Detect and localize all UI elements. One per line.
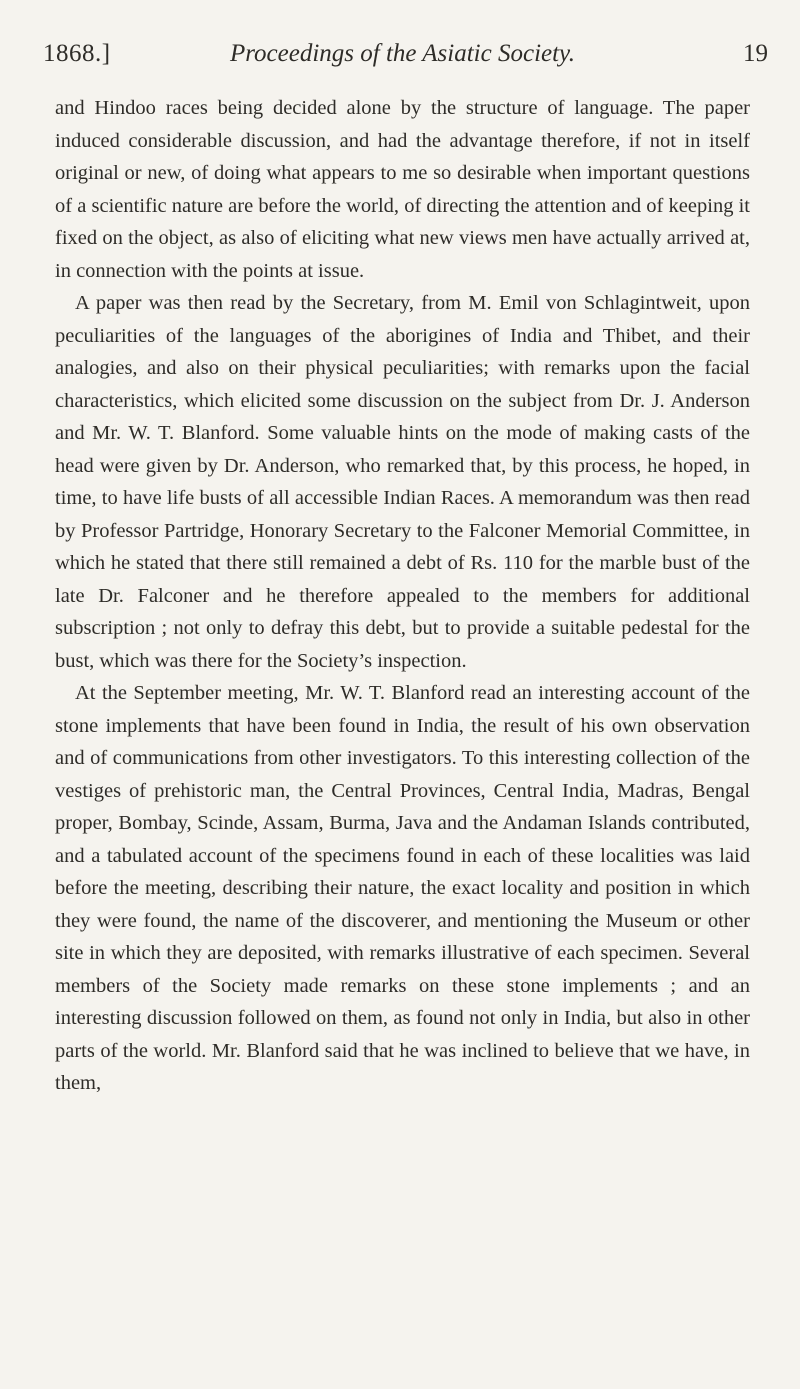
header-title: Proceedings of the Asiatic Society. [229, 40, 576, 67]
paragraph-2: A paper was then read by the Secretary, from M. Emil von Schlagintweit, upon peculiarities of the languages of the aborigines of India and Thibet, and their analogies, and also on their physical peculiarities; with remarks upon the facial characteristics, which elicited some discussion on the subject from Dr. J. Anderson and Mr. W. T. Blanford. Some valuable hints on the mode of making casts of the head were given by Dr. Anderson, who remarked that, by this process, he hoped, in time, to have life busts of all accessible Indian Races. A memorandum was then read by Professor Partridge, Honorary Secretary to the Falconer Memorial Committee, in which he stated that there still remained a debt of Rs. 110 for the marble bust of the late Dr. Falconer and he therefore appealed to the members for additional subscription ; not only to defray this debt, but to provide a suitable pedestal for the bust, which was there for the Society’s inspection. [55, 292, 750, 672]
paragraph-1: and Hindoo races being decided alone by the structure of language. The paper induced considerable discussion, and had the advantage therefore, if not in itself original or new, of doing what appears to me so desirable when important questions of a scientific nature are before the world, of directing the attention and of keeping it fixed on the object, as also of eliciting what new views men have actually arrived at, in connection with the points at issue. [55, 97, 750, 282]
body-text [55, 92, 750, 1100]
paragraph-3: At the September meeting, Mr. W. T. Blanford read an interesting account of the stone implements that have been found in India, the result of his own observation and of communications from other investigators. To this interesting collection of the vestiges of prehistoric man, the Central Provinces, Central India, Madras, Bengal proper, Bombay, Scinde, Assam, Burma, Java and the Andaman Islands contributed, and a tabulated account of the specimens found in each of these localities was laid before the meeting, describing their nature, the exact locality and position in which they were found, the name of the discoverer, and mentioning the Museum or other site in which they are deposited, with remarks illustrative of each specimen. Several members of the Society made remarks on these stone implements ; and an interesting discussion followed on them, as found not only in India, but also in other parts of the world. Mr. Blanford said that he was inclined to believe that we have, in them, [55, 682, 750, 1094]
page-number: 19 [743, 40, 768, 67]
running-header [43, 40, 768, 92]
header-year: 1868.] [43, 40, 111, 67]
